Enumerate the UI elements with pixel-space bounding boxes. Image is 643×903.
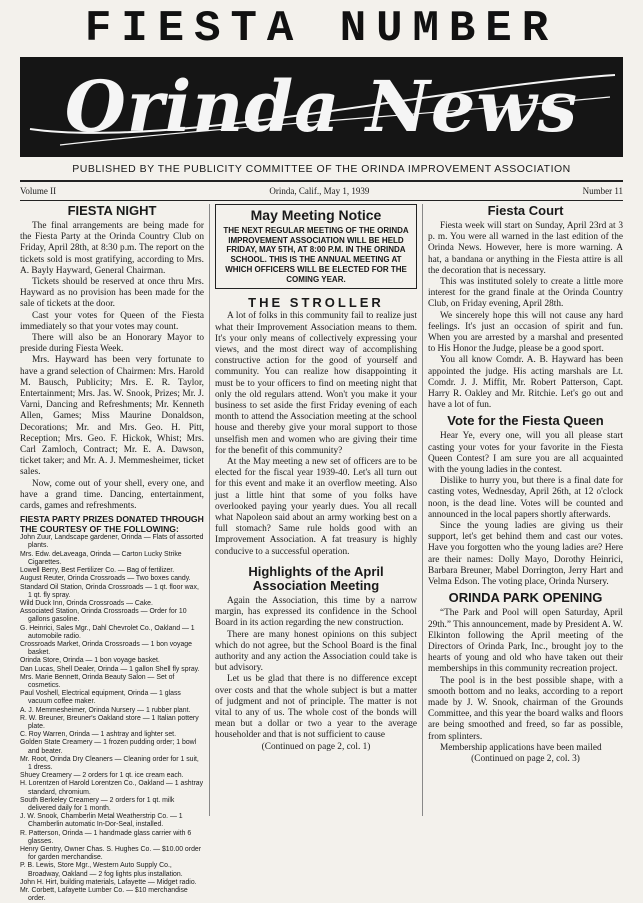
volume-line bbox=[20, 186, 623, 199]
article-paragraph: Mrs. Hayward has been very fortunate to have a grand selection of Chairmen: Mrs. Harold M. Bausch, Publicity; Mrs. E. R. Taylor, Entertainment; Mrs. Jas. W. Snook, Prizes; Mr. J. Varni, Dancing and Refreshments; Mr. Kenneth Allen, Games; Miss Maurine Donaldson, Decorations; Mr. and Mrs. Geo. H. Pitt, Reception; Mrs. Geo. F. Hickok, Whist; Mrs. Carl Zamloch, Contract; Mr. E. A. Dawson, ticket taker; and Mr. A. J. Memmesheimer, ticket sales. bbox=[20, 355, 204, 478]
prize-item: Paul Voshell, Electrical equipment, Orinda — 1 glass vacuum coffee maker. bbox=[20, 690, 181, 706]
prize-item: Mrs. Edw. deLaveaga, Orinda — Carton Lucky Strike Cigarettes. bbox=[20, 550, 182, 566]
prize-item: P. B. Lewis, Store Mgr., Western Auto Supply Co., Broadway, Oakland — 2 fog lights plus installation. bbox=[20, 862, 183, 878]
meeting-notice-text: THE NEXT REGULAR MEETING OF THE ORINDA IMPROVEMENT ASSOCIATION WILL BE HELD FRIDAY, MAY 5TH, AT 8:00 P.M. IN THE ORINDA SCHOOL. THIS IS THE ANNUAL MEETING AT WHICH OFFICERS WILL BE ELECTED FOR THE COMING YEAR. bbox=[223, 226, 409, 284]
article-paragraph: Since the young ladies are giving us their support, let's get behind them and cast our votes. Have you forgotten who the young ladies are? Here are their names: Dolly Mayo, Dorothy Heinrici, Barbara Breuner, Mabel Dorrington, Jerry Hart and Velma Edson. The voting place, Orinda Nursery. bbox=[428, 521, 623, 588]
masthead-banner bbox=[20, 57, 623, 157]
prize-item: Lowell Berry, Best Fertilizer Co. — Bag of fertilizer. bbox=[20, 567, 175, 575]
article-paragraph: There will also be an Honorary Mayor to preside during Fiesta Week. bbox=[20, 333, 204, 355]
prize-item: Henry Gentry, Owner Chas. S. Hughes Co. — $10.00 order for garden merchandise. bbox=[20, 846, 202, 862]
prize-item: Shuey Creamery — 2 orders for 1 qt. ice cream each. bbox=[20, 772, 184, 780]
prize-item: C. Roy Warren, Orinda — 1 ashtray and lighter set. bbox=[20, 731, 176, 739]
dateline: Orinda, Calif., May 1, 1939 bbox=[269, 186, 370, 196]
prize-item: Mrs. Marie Bennett, Orinda Beauty Salon — Set of cosmetics. bbox=[20, 673, 175, 689]
bottom-rule bbox=[20, 200, 623, 201]
prize-item: G. Heinrici, Sales Mgr., Dahl Chevrolet Co., Oakland — 1 automobile radio. bbox=[20, 624, 195, 640]
top-rule bbox=[20, 180, 623, 182]
prize-item: Associated Station, Orinda Crossroads — Order for 10 gallons gasoline. bbox=[20, 608, 187, 624]
article-paragraph: Dislike to hurry you, but there is a final date for casting votes, Wednesday, April 26th, at 12 o'clock noon, is the dead line. Votes will be counted and announced in the local papers shortly afterwards. bbox=[428, 476, 623, 520]
publisher-line: PUBLISHED BY THE PUBLICITY COMMITTEE OF THE ORINDA IMPROVEMENT ASSOCIATION bbox=[72, 163, 571, 175]
highlights-heading: Highlights of the April Association Meeting bbox=[248, 563, 384, 593]
meeting-notice-box bbox=[215, 204, 417, 289]
column-1 bbox=[20, 204, 204, 903]
article-paragraph: Membership applications have been mailed bbox=[440, 742, 602, 753]
article-paragraph: You all know Comdr. A. B. Hayward has been appointed the judge. His acting marshals are Lt. Comdr. J. J. Miffit, Mr. Robert Patterson, Capt. Harry R. Oakley and Mr. Ritchie. Let's go out and have a lot of fun. bbox=[428, 355, 623, 411]
prize-item: Dan Lucas, Shell Dealer, Orinda — 1 gallon Shell fly spray. bbox=[20, 665, 200, 673]
article-paragraph: We sincerely hope this will not cause any hard feelings. It's just an occasion of spirit and fun. When you are arrested by a marshal and presented to His Honor the Judge, please be a good sport. bbox=[428, 310, 623, 355]
column-3 bbox=[428, 204, 623, 765]
prize-item: John Zuur, Landscape gardener, Orinda — Flats of assorted plants. bbox=[20, 534, 204, 550]
article-paragraph: The final arrangements are being made for the Fiesta Party at the Orinda Country Club on Friday, April 28th, at 8:30 p.m. The report on the tickets sold is most gratifying, according to Mrs. A. Bayly Hayward, General Chairman. bbox=[20, 221, 204, 276]
prize-item: John H. Hirt, building materials, Lafayette — Midget radio. bbox=[20, 878, 197, 886]
article-paragraph: Hear Ye, every one, will you all please start casting your votes for your favorite in the Fiesta Queen Contest? I am sure you are all acquainted with the young ladies in the contest. bbox=[428, 431, 623, 476]
article-paragraph: Let us be glad that there is no difference except over costs and that the whole subject is but a matter of judgment and not of principle. The matter is not vital to any of us. The whole cost of the bonds will mean but a dollar or two a year to the average householder and that is not sufficient to cause bbox=[215, 674, 417, 741]
article-paragraph: Again the Association, this time by a narrow margin, has expressed its confidence in the School Board in its action regarding the new construction. bbox=[215, 595, 417, 629]
article-paragraph: Tickets should be reserved at once thru Mrs. Hayward as no provision has been made for the sale of tickets at the door. bbox=[20, 277, 204, 310]
article-paragraph: The pool is in the best possible shape, with a smooth bottom and no leaks, according to a report made by J. W. Snook, chairman of the Grounds Committee, and this year the board walks and floors are being smoothed and freed, so far as possible, from splinters. bbox=[428, 675, 623, 742]
vote-heading: Vote for the Fiesta Queen bbox=[447, 413, 604, 429]
article-paragraph: Cast your votes for Queen of the Fiesta immediately so that your votes may count. bbox=[20, 310, 204, 332]
continued-note: (Continued on page 2, col. 1) bbox=[261, 741, 371, 752]
masthead-title: Orinda News bbox=[64, 65, 579, 148]
column-divider bbox=[422, 204, 423, 816]
meeting-notice-heading: May Meeting Notice bbox=[250, 207, 382, 223]
article-paragraph: Fiesta week will start on Sunday, April 23rd at 3 p. m. You were all warned in the last edition of the Orinda News. However, here is more warning. A hat, a bandana or anything in the Fiesta attire is all the decoration that is necessary. bbox=[428, 221, 623, 276]
article-paragraph: This was instituted solely to create a little more interest for the grand finale at the Orinda Country Club, on Friday evening, April 28th. bbox=[428, 277, 623, 310]
article-paragraph: There are many honest opinions on this subject which do not agree, but the School Board is the final authority and any action the Association could take is but advisory. bbox=[215, 629, 417, 674]
volume-label: Volume II bbox=[20, 186, 57, 196]
column-2 bbox=[215, 204, 417, 753]
prize-item: Wild Duck Inn, Orinda Crossroads — Cake. bbox=[20, 599, 153, 607]
prize-item: Mr. Corbett, Lafayette Lumber Co. — $10 merchandise order. bbox=[20, 887, 188, 903]
prize-item: Crossroads Market, Orinda Crossroads — 1 bon voyage basket. bbox=[20, 640, 192, 657]
article-paragraph: “The Park and Pool will open Saturday, April 29th.” This announcement, made by President A. W. Elkinton following the April meeting of the Directors of Orinda Park, Inc., brought joy to the hearts of young and old who have taken out their memberships in this community recreation project. bbox=[428, 608, 623, 675]
prize-item: Orinda Store, Orinda — 1 bon voyage basket. bbox=[20, 657, 160, 665]
article-paragraph: At the May meeting a new set of officers are to be elected for the fiscal year 1939-40. Let's all turn out for this event and make it an overflow meeting. Also just a little hint that some of you folks have overlooked paying your yearly dues. You all recall what Napoleon said about an army working best on a full stomach? Same rule holds good with an Improvement Association. A fat treasury is highly conducive to a successful operation. bbox=[215, 457, 417, 557]
fiesta-court-heading: Fiesta Court bbox=[487, 203, 564, 218]
prize-item: South Berkeley Creamery — 2 orders for 1 qt. milk delivered daily for 1 month. bbox=[20, 796, 175, 812]
prize-item: R. Patterson, Orinda — 1 handmade glass carrier with 6 glasses. bbox=[20, 829, 192, 845]
stroller-heading: THE STROLLER bbox=[248, 295, 384, 311]
prize-item: August Reuter, Orinda Crossroads — Two boxes candy. bbox=[20, 575, 191, 583]
article-paragraph: A lot of folks in this community fail to realize just what their Improvement Association means to them. It's your only means of collectively expressing your views, and the most direct way of accomplishing constructive action for the good of yourself and community. You can realize how disappointing it must be to your officers to find on meeting night that only the old regulars attend. Won't you make it your business to set aside the first Friday evening of each month to attend the Association meeting at the school house and thereby give your moral support to those unselfish men and women who are giving their time for the benefit of this community? bbox=[215, 311, 417, 456]
column-divider bbox=[209, 204, 210, 816]
prize-item: Mr. Root, Orinda Dry Cleaners — Cleaning order for 1 suit, 1 dress. bbox=[20, 755, 199, 771]
continued-note: (Continued on page 2, col. 3) bbox=[471, 753, 580, 764]
prize-item: J. W. Snook, Chamberlin Metal Weatherstrip Co. — 1 Chamberlin automatic In-Dor-Seal, installed. bbox=[20, 813, 183, 829]
prize-item: R. W. Breuner, Breuner's Oakland store — 1 Italian pottery plate. bbox=[20, 714, 199, 730]
issue-number: Number 11 bbox=[582, 186, 623, 196]
fiesta-night-heading: FIESTA NIGHT bbox=[67, 203, 157, 218]
prize-item: A. J. Memmesheimer, Orinda Nursery — 1 rubber plant. bbox=[20, 706, 191, 714]
prize-item: H. Lorentzen of Harold Lorentzen Co., Oakland — 1 ashtray standard, chromium. bbox=[20, 780, 204, 796]
fiesta-number-headline: FIESTA NUMBER bbox=[84, 4, 559, 54]
prize-item: Golden State Creamery — 1 frozen pudding order; 1 bowl and beater. bbox=[20, 739, 197, 755]
prizes-heading: FIESTA PARTY PRIZES DONATED THROUGH THE COURTESY OF THE FOLLOWING: bbox=[20, 514, 204, 535]
prize-item: Standard Oil Station, Orinda Crossroads — 1 qt. floor wax, 1 qt. fly spray. bbox=[20, 583, 199, 599]
park-opening-heading: ORINDA PARK OPENING bbox=[448, 590, 603, 606]
article-paragraph: Now, come out of your shell, every one, and have a grand time. Dancing, entertainment, cards, games and refreshments. bbox=[20, 478, 204, 512]
